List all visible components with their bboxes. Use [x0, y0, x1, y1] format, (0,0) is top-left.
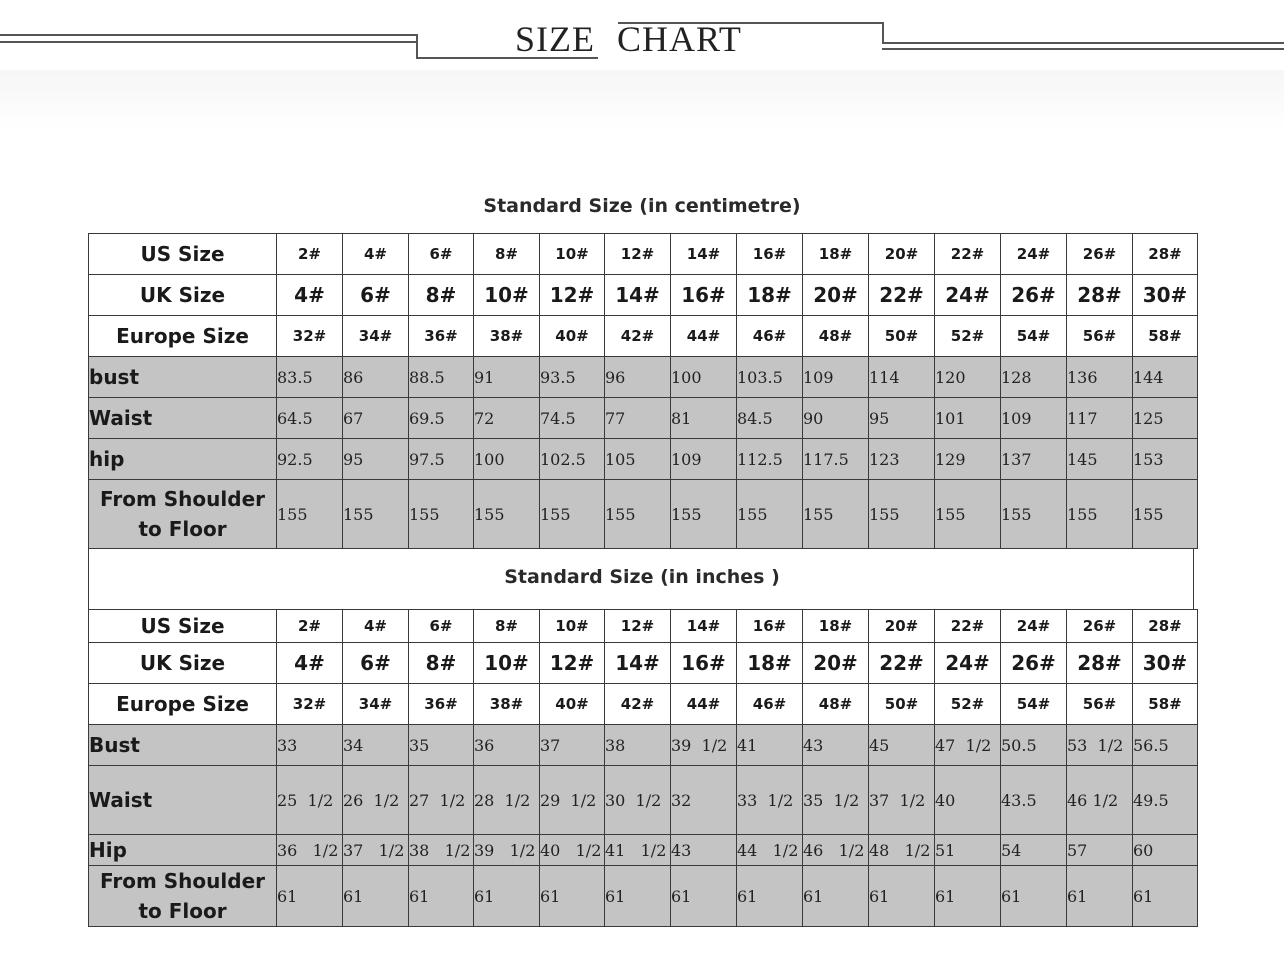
measurement-cell: 72 — [474, 398, 540, 439]
uk-size-cell: 6# — [343, 275, 409, 316]
measurement-cell: 96 — [605, 357, 671, 398]
uk-size-cell: 16# — [671, 643, 737, 684]
row-label: UK Size — [89, 275, 277, 316]
measurement-cell: 43.5 — [1001, 766, 1067, 835]
header-rule-left-drop — [416, 34, 418, 59]
europe-size-cell: 44# — [671, 316, 737, 357]
row-label: US Size — [89, 610, 277, 643]
measurement-cell: 27 1/2 — [409, 766, 474, 835]
measurement-cell: 117 — [1067, 398, 1133, 439]
measurement-cell: 61 — [803, 866, 869, 927]
inch-waist-row — [89, 766, 1198, 835]
measurement-cell: 61 — [474, 866, 540, 927]
inch-shoulder-to-floor-row — [89, 866, 1198, 927]
measurement-cell: 155 — [605, 480, 671, 549]
measurement-cell: 155 — [803, 480, 869, 549]
measurement-cell: 61 — [343, 866, 409, 927]
measurement-cell: 34 — [343, 725, 409, 766]
measurement-cell: 137 — [1001, 439, 1067, 480]
measurement-cell: 103.5 — [737, 357, 803, 398]
header-rule-right-drop — [882, 22, 884, 44]
measurement-cell: 102.5 — [540, 439, 605, 480]
uk-size-cell: 24# — [935, 275, 1001, 316]
measurement-cell: 114 — [869, 357, 935, 398]
europe-size-cell: 48# — [803, 316, 869, 357]
measurement-cell: 61 — [1001, 866, 1067, 927]
cm-waist-row — [89, 398, 1198, 439]
measurement-cell: 88.5 — [409, 357, 474, 398]
measurement-cell: 61 — [737, 866, 803, 927]
measurement-cell: 26 1/2 — [343, 766, 409, 835]
measurement-cell: 125 — [1133, 398, 1198, 439]
row-label: Europe Size — [89, 684, 277, 725]
europe-size-cell: 52# — [935, 316, 1001, 357]
measurement-cell: 61 — [1067, 866, 1133, 927]
row-label: Europe Size — [89, 316, 277, 357]
measurement-cell: 95 — [869, 398, 935, 439]
uk-size-cell: 12# — [540, 275, 605, 316]
measurement-cell: 123 — [869, 439, 935, 480]
measurement-cell: 45 — [869, 725, 935, 766]
measurement-cell: 69.5 — [409, 398, 474, 439]
us-size-cell: 26# — [1067, 234, 1133, 275]
header-rule-right-top — [882, 42, 1284, 44]
measurement-cell: 49.5 — [1133, 766, 1198, 835]
measurement-cell: 153 — [1133, 439, 1198, 480]
measurement-cell: 46 1/2 — [803, 835, 869, 866]
europe-size-cell: 32# — [277, 684, 343, 725]
measurement-cell: 90 — [803, 398, 869, 439]
measurement-cell: 61 — [277, 866, 343, 927]
measurement-cell: 30 1/2 — [605, 766, 671, 835]
uk-size-cell: 10# — [474, 275, 540, 316]
measurement-cell: 109 — [671, 439, 737, 480]
inch-hip-row — [89, 835, 1198, 866]
measurement-cell: 61 — [540, 866, 605, 927]
measurement-cell: 155 — [1067, 480, 1133, 549]
europe-size-cell: 36# — [409, 684, 474, 725]
measurement-cell: 38 1/2 — [409, 835, 474, 866]
measurement-cell: 155 — [540, 480, 605, 549]
measurement-cell: 144 — [1133, 357, 1198, 398]
europe-size-cell: 40# — [540, 316, 605, 357]
europe-size-cell: 48# — [803, 684, 869, 725]
measurement-cell: 101 — [935, 398, 1001, 439]
measurement-cell: 155 — [1133, 480, 1198, 549]
measurement-cell: 155 — [671, 480, 737, 549]
europe-size-cell: 50# — [869, 684, 935, 725]
us-size-cell: 26# — [1067, 610, 1133, 643]
measurement-cell: 61 — [869, 866, 935, 927]
measurement-cell: 109 — [1001, 398, 1067, 439]
uk-size-cell: 14# — [605, 275, 671, 316]
cm-us-size-row — [89, 234, 1198, 275]
measurement-cell: 155 — [1001, 480, 1067, 549]
measurement-cell: 38 — [605, 725, 671, 766]
measurement-cell: 53 1/2 — [1067, 725, 1133, 766]
measurement-cell: 61 — [671, 866, 737, 927]
measurement-cell: 120 — [935, 357, 1001, 398]
us-size-cell: 20# — [869, 234, 935, 275]
us-size-cell: 2# — [277, 610, 343, 643]
measurement-cell: 37 1/2 — [343, 835, 409, 866]
europe-size-cell: 42# — [605, 684, 671, 725]
inch-table-caption: Standard Size (in inches ) — [504, 566, 780, 588]
cm-uk-size-row — [89, 275, 1198, 316]
measurement-cell: 155 — [474, 480, 540, 549]
us-size-cell: 28# — [1133, 234, 1198, 275]
uk-size-cell: 26# — [1001, 643, 1067, 684]
measurement-cell: 67 — [343, 398, 409, 439]
measurement-cell: 60 — [1133, 835, 1198, 866]
us-size-cell: 8# — [474, 610, 540, 643]
measurement-cell: 155 — [935, 480, 1001, 549]
cm-table-caption: Standard Size (in centimetre) — [483, 195, 801, 217]
measurement-cell: 56.5 — [1133, 725, 1198, 766]
uk-size-cell: 14# — [605, 643, 671, 684]
europe-size-cell: 50# — [869, 316, 935, 357]
cm-bust-row — [89, 357, 1198, 398]
uk-size-cell: 12# — [540, 643, 605, 684]
cm-size-table — [88, 233, 1198, 549]
measurement-cell: 39 1/2 — [671, 725, 737, 766]
europe-size-cell: 32# — [277, 316, 343, 357]
measurement-cell: 136 — [1067, 357, 1133, 398]
inch-bust-row — [89, 725, 1198, 766]
measurement-cell: 48 1/2 — [869, 835, 935, 866]
row-label: Bust — [89, 725, 277, 766]
measurement-cell: 46 1/2 — [1067, 766, 1133, 835]
us-size-cell: 24# — [1001, 610, 1067, 643]
row-label: From Shoulder to Floor — [89, 866, 277, 927]
inch-us-size-row — [89, 610, 1198, 643]
measurement-cell: 40 — [935, 766, 1001, 835]
measurement-cell: 129 — [935, 439, 1001, 480]
uk-size-cell: 18# — [737, 643, 803, 684]
us-size-cell: 12# — [605, 234, 671, 275]
measurement-cell: 155 — [343, 480, 409, 549]
us-size-cell: 22# — [935, 234, 1001, 275]
uk-size-cell: 16# — [671, 275, 737, 316]
us-size-cell: 24# — [1001, 234, 1067, 275]
measurement-cell: 33 1/2 — [737, 766, 803, 835]
header-shadow — [0, 70, 1284, 130]
header-rule-right-bottom — [882, 48, 1284, 50]
measurement-cell: 47 1/2 — [935, 725, 1001, 766]
us-size-cell: 18# — [803, 610, 869, 643]
header-rule-left-bottom — [0, 41, 418, 43]
row-label: Hip — [89, 835, 277, 866]
page-title — [515, 18, 775, 60]
measurement-cell: 145 — [1067, 439, 1133, 480]
uk-size-cell: 24# — [935, 643, 1001, 684]
cm-europe-size-row — [89, 316, 1198, 357]
measurement-cell: 43 — [803, 725, 869, 766]
uk-size-cell: 18# — [737, 275, 803, 316]
measurement-cell: 92.5 — [277, 439, 343, 480]
europe-size-cell: 34# — [343, 684, 409, 725]
measurement-cell: 28 1/2 — [474, 766, 540, 835]
us-size-cell: 14# — [671, 234, 737, 275]
measurement-cell: 93.5 — [540, 357, 605, 398]
measurement-cell: 61 — [409, 866, 474, 927]
row-label: Waist — [89, 766, 277, 835]
us-size-cell: 14# — [671, 610, 737, 643]
measurement-cell: 40 1/2 — [540, 835, 605, 866]
measurement-cell: 84.5 — [737, 398, 803, 439]
measurement-cell: 43 — [671, 835, 737, 866]
uk-size-cell: 10# — [474, 643, 540, 684]
measurement-cell: 77 — [605, 398, 671, 439]
measurement-cell: 57 — [1067, 835, 1133, 866]
us-size-cell: 4# — [343, 234, 409, 275]
header-rule-left-top — [0, 34, 418, 36]
us-size-cell: 2# — [277, 234, 343, 275]
cm-hip-row — [89, 439, 1198, 480]
europe-size-cell: 52# — [935, 684, 1001, 725]
measurement-cell: 100 — [474, 439, 540, 480]
measurement-cell: 41 1/2 — [605, 835, 671, 866]
measurement-cell: 91 — [474, 357, 540, 398]
measurement-cell: 35 1/2 — [803, 766, 869, 835]
measurement-cell: 33 — [277, 725, 343, 766]
uk-size-cell: 26# — [1001, 275, 1067, 316]
row-label: UK Size — [89, 643, 277, 684]
europe-size-cell: 38# — [474, 316, 540, 357]
us-size-cell: 10# — [540, 610, 605, 643]
measurement-cell: 36 1/2 — [277, 835, 343, 866]
measurement-cell: 109 — [803, 357, 869, 398]
measurement-cell: 29 1/2 — [540, 766, 605, 835]
measurement-cell: 61 — [935, 866, 1001, 927]
measurement-cell: 25 1/2 — [277, 766, 343, 835]
row-label: From Shoulder to Floor — [89, 480, 277, 549]
uk-size-cell: 20# — [803, 643, 869, 684]
europe-size-cell: 34# — [343, 316, 409, 357]
cm-shoulder-to-floor-row — [89, 480, 1198, 549]
page-title-word-chart: CHART — [617, 19, 742, 59]
row-label: US Size — [89, 234, 277, 275]
measurement-cell: 155 — [277, 480, 343, 549]
us-size-cell: 16# — [737, 234, 803, 275]
page-title-word-size: SIZE — [515, 19, 595, 59]
inch-uk-size-row — [89, 643, 1198, 684]
uk-size-cell: 6# — [343, 643, 409, 684]
inch-europe-size-row — [89, 684, 1198, 725]
measurement-cell: 50.5 — [1001, 725, 1067, 766]
europe-size-cell: 44# — [671, 684, 737, 725]
row-label: bust — [89, 357, 277, 398]
measurement-cell: 61 — [605, 866, 671, 927]
us-size-cell: 28# — [1133, 610, 1198, 643]
europe-size-cell: 46# — [737, 316, 803, 357]
measurement-cell: 35 — [409, 725, 474, 766]
measurement-cell: 155 — [409, 480, 474, 549]
uk-size-cell: 22# — [869, 275, 935, 316]
uk-size-cell: 4# — [277, 275, 343, 316]
measurement-cell: 54 — [1001, 835, 1067, 866]
measurement-cell: 44 1/2 — [737, 835, 803, 866]
us-size-cell: 16# — [737, 610, 803, 643]
measurement-cell: 37 1/2 — [869, 766, 935, 835]
measurement-cell: 81 — [671, 398, 737, 439]
measurement-cell: 32 — [671, 766, 737, 835]
us-size-cell: 20# — [869, 610, 935, 643]
measurement-cell: 105 — [605, 439, 671, 480]
uk-size-cell: 8# — [409, 643, 474, 684]
measurement-cell: 39 1/2 — [474, 835, 540, 866]
europe-size-cell: 40# — [540, 684, 605, 725]
europe-size-cell: 58# — [1133, 684, 1198, 725]
inch-size-table — [88, 609, 1198, 927]
row-label: hip — [89, 439, 277, 480]
us-size-cell: 18# — [803, 234, 869, 275]
uk-size-cell: 22# — [869, 643, 935, 684]
europe-size-cell: 38# — [474, 684, 540, 725]
us-size-cell: 8# — [474, 234, 540, 275]
us-size-cell: 10# — [540, 234, 605, 275]
us-size-cell: 6# — [409, 610, 474, 643]
europe-size-cell: 36# — [409, 316, 474, 357]
measurement-cell: 74.5 — [540, 398, 605, 439]
europe-size-cell: 46# — [737, 684, 803, 725]
europe-size-cell: 54# — [1001, 684, 1067, 725]
uk-size-cell: 30# — [1133, 275, 1198, 316]
uk-size-cell: 20# — [803, 275, 869, 316]
measurement-cell: 128 — [1001, 357, 1067, 398]
measurement-cell: 83.5 — [277, 357, 343, 398]
uk-size-cell: 28# — [1067, 643, 1133, 684]
caption-band-frame — [88, 548, 1194, 609]
measurement-cell: 100 — [671, 357, 737, 398]
measurement-cell: 155 — [737, 480, 803, 549]
europe-size-cell: 42# — [605, 316, 671, 357]
uk-size-cell: 28# — [1067, 275, 1133, 316]
us-size-cell: 22# — [935, 610, 1001, 643]
measurement-cell: 155 — [869, 480, 935, 549]
europe-size-cell: 54# — [1001, 316, 1067, 357]
measurement-cell: 61 — [1133, 866, 1198, 927]
measurement-cell: 64.5 — [277, 398, 343, 439]
measurement-cell: 51 — [935, 835, 1001, 866]
measurement-cell: 117.5 — [803, 439, 869, 480]
measurement-cell: 95 — [343, 439, 409, 480]
europe-size-cell: 56# — [1067, 316, 1133, 357]
measurement-cell: 36 — [474, 725, 540, 766]
us-size-cell: 6# — [409, 234, 474, 275]
measurement-cell: 41 — [737, 725, 803, 766]
us-size-cell: 4# — [343, 610, 409, 643]
uk-size-cell: 30# — [1133, 643, 1198, 684]
measurement-cell: 97.5 — [409, 439, 474, 480]
row-label: Waist — [89, 398, 277, 439]
uk-size-cell: 4# — [277, 643, 343, 684]
measurement-cell: 37 — [540, 725, 605, 766]
europe-size-cell: 58# — [1133, 316, 1198, 357]
europe-size-cell: 56# — [1067, 684, 1133, 725]
us-size-cell: 12# — [605, 610, 671, 643]
measurement-cell: 112.5 — [737, 439, 803, 480]
measurement-cell: 86 — [343, 357, 409, 398]
uk-size-cell: 8# — [409, 275, 474, 316]
